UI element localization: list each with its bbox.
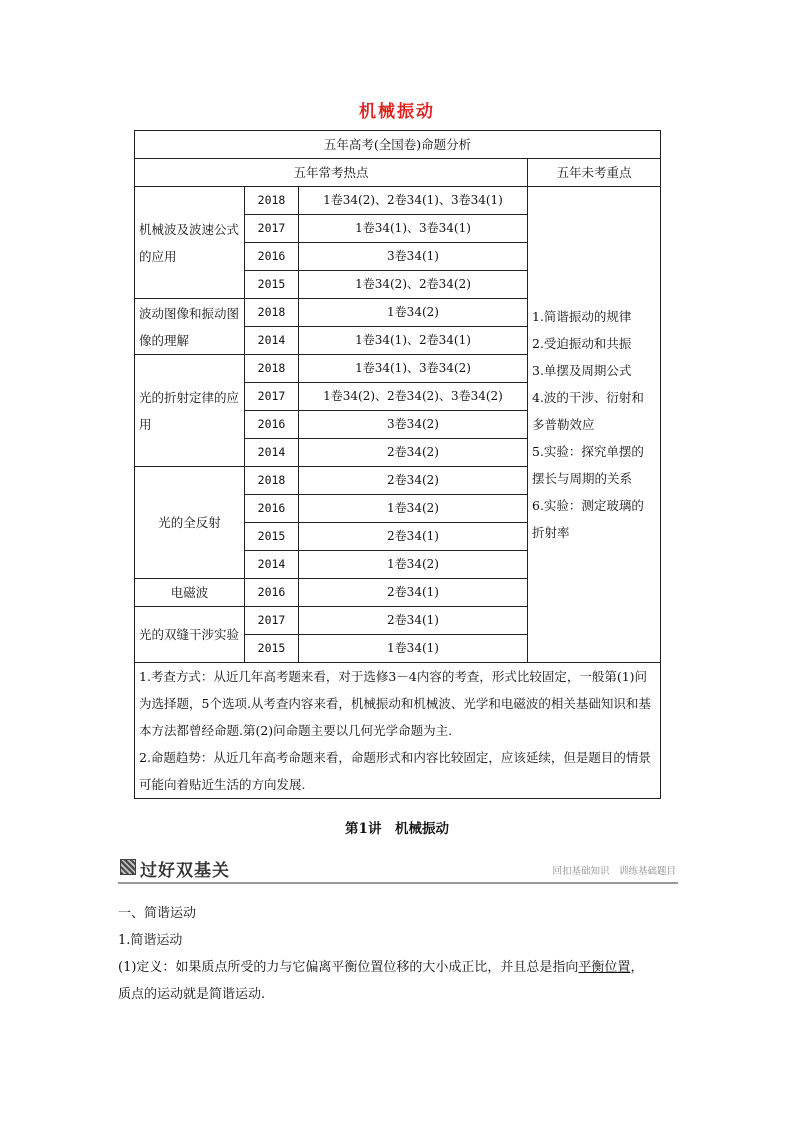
exam-cell: 1卷34(1)、2卷34(1): [299, 327, 528, 355]
definition-punct: ，: [630, 960, 644, 975]
year-cell: 2015: [245, 523, 299, 551]
exam-cell: 2卷34(2): [299, 439, 528, 467]
exam-cell: 2卷34(1): [299, 523, 528, 551]
document-title: 机械振动: [359, 102, 435, 122]
year-cell: 2014: [245, 439, 299, 467]
topic-cell: 机械波及波速公式的应用: [135, 187, 245, 299]
not-tested-item: 4.波的干涉、衍射和多普勒效应: [532, 390, 644, 432]
year-cell: 2017: [245, 215, 299, 243]
exam-cell: 2卷34(1): [299, 579, 528, 607]
not-tested-item: 1.简谐振动的规律: [532, 309, 632, 324]
definition-text: (1)定义：如果质点所受的力与它偏离平衡位置位移的大小成正比，并且总是指向: [118, 960, 579, 975]
topic-cell: 电磁波: [135, 579, 245, 607]
year-cell: 2018: [245, 299, 299, 327]
exam-cell: 1卷34(2)、2卷34(2)、3卷34(2): [299, 383, 528, 411]
exam-cell: 1卷34(2): [299, 299, 528, 327]
exam-cell: 1卷34(1)、3卷34(1): [299, 215, 528, 243]
exam-cell: 1卷34(2)、2卷34(1)、3卷34(1): [299, 187, 528, 215]
topic-cell: 光的双缝干涉实验: [135, 607, 245, 663]
section-banner: [118, 854, 678, 884]
lecture-heading: 第1讲 机械振动: [345, 821, 449, 837]
year-cell: 2017: [245, 383, 299, 411]
definition-line: [118, 955, 678, 981]
year-cell: 2017: [245, 607, 299, 635]
exam-analysis-table: [134, 130, 661, 799]
year-cell: 2014: [245, 327, 299, 355]
year-cell: 2018: [245, 187, 299, 215]
note-paragraph: 1.考查方式：从近几年高考题来看，对于选修3－4内容的考查，形式比较固定，一般第(1)问为选择题，5个选项.从考查内容来看，机械振动和机械波、光学和电磁波的相关基础知识和基本方法都曾经命题.第(2)问命题主要以几何光学命题为主.: [139, 669, 651, 738]
not-tested-item: 3.单摆及周期公式: [532, 363, 632, 378]
exam-cell: 1卷34(2): [299, 551, 528, 579]
exam-cell: 1卷34(2): [299, 495, 528, 523]
year-cell: 2015: [245, 635, 299, 663]
not-tested-item: 2.受迫振动和共振: [532, 336, 632, 351]
banner-title: 过好双基关: [140, 861, 230, 881]
year-cell: 2014: [245, 551, 299, 579]
item-heading: 1.简谐运动: [118, 933, 183, 948]
analysis-notes: [135, 663, 661, 799]
year-cell: 2018: [245, 355, 299, 383]
exam-cell: 1卷34(2)、2卷34(2): [299, 271, 528, 299]
column-hot-topics: 五年常考热点: [135, 159, 528, 187]
not-tested-item: 5.实验：探究单摆的摆长与周期的关系: [532, 444, 644, 486]
exam-cell: 2卷34(1): [299, 607, 528, 635]
column-not-tested: 五年未考重点: [528, 159, 661, 187]
exam-cell: 3卷34(1): [299, 243, 528, 271]
year-cell: 2016: [245, 243, 299, 271]
topic-cell: 光的全反射: [135, 467, 245, 579]
exam-cell: 2卷34(2): [299, 467, 528, 495]
year-cell: 2016: [245, 579, 299, 607]
not-tested-cell: [528, 187, 661, 663]
underlined-term: 平衡位置: [578, 960, 631, 975]
topic-cell: 光的折射定律的应用: [135, 355, 245, 467]
section-heading: 一、简谐运动: [118, 906, 197, 921]
year-cell: 2015: [245, 271, 299, 299]
definition-line-2: 质点的运动就是简谐运动.: [118, 987, 266, 1002]
exam-cell: 3卷34(2): [299, 411, 528, 439]
year-cell: 2016: [245, 495, 299, 523]
not-tested-item: 6.实验：测定玻璃的折射率: [532, 498, 644, 540]
year-cell: 2016: [245, 411, 299, 439]
note-paragraph: 2.命题趋势：从近几年高考命题来看，命题形式和内容比较固定，应该延续，但是题目的情景可能向着贴近生活的方向发展.: [139, 750, 651, 792]
banner-square-icon: [120, 859, 136, 875]
banner-subtitle: 回扣基础知识 训练基础题目: [552, 866, 676, 877]
table-header: 五年高考(全国卷)命题分析: [135, 131, 661, 159]
exam-cell: 1卷34(1): [299, 635, 528, 663]
topic-cell: 波动图像和振动图像的理解: [135, 299, 245, 355]
exam-cell: 1卷34(1)、3卷34(2): [299, 355, 528, 383]
year-cell: 2018: [245, 467, 299, 495]
